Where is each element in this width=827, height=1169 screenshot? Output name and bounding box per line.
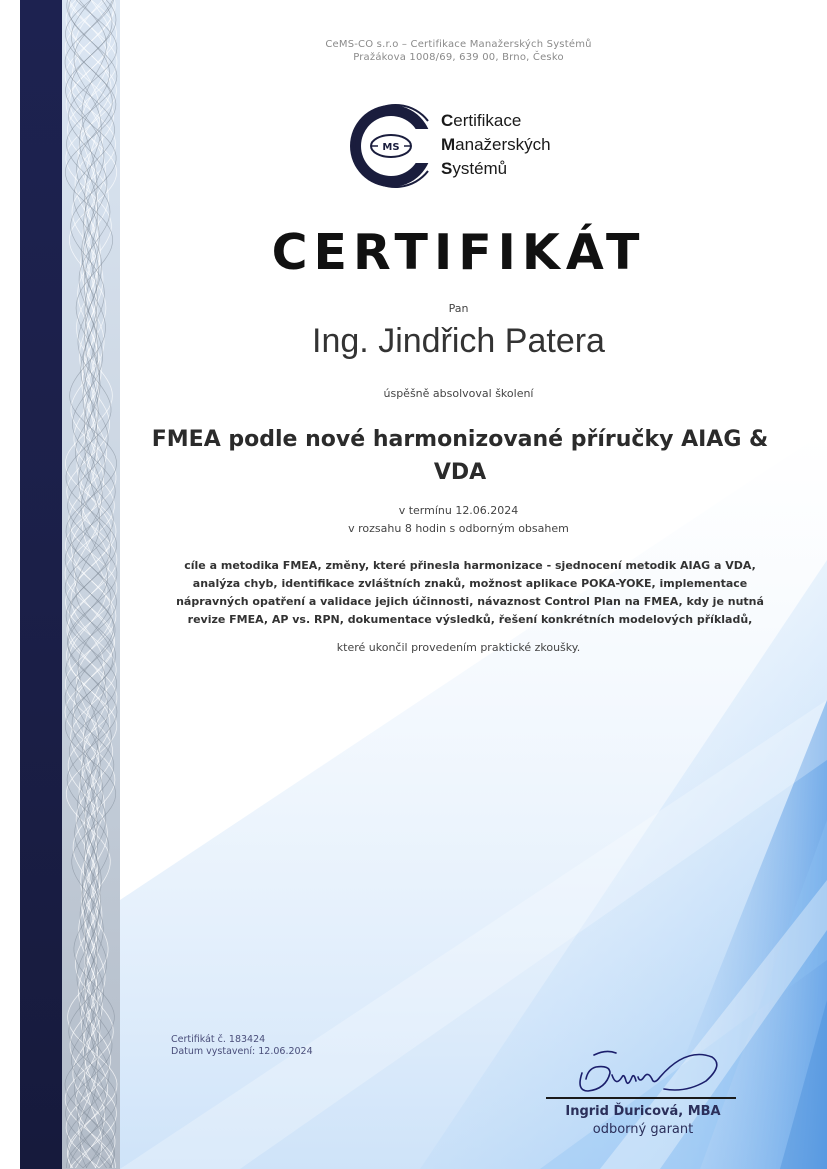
course-date: v termínu 12.06.2024 [398,504,519,517]
handwritten-signature [566,1043,726,1103]
logo-emblem [348,101,438,191]
company-address: Pražákova 1008/69, 639 00, Brno, Česko [353,52,564,63]
salutation: Pan [448,302,469,315]
signer-name: Ingrid Ďuricová, MBA [565,1104,721,1119]
recipient-name: Ing. Jindřich Patera [312,322,605,360]
logo-wordmark [441,109,551,181]
completed-text: úspěšně absolvoval školení [383,387,534,400]
issue-date: Datum vystavení: 12.06.2024 [171,1046,313,1057]
logo-letter-c: C [441,111,454,130]
logo-word-3: ystémů [452,159,508,178]
course-title: FMEA podle nové harmonizované příručky AIAG & VDA [151,427,769,485]
certificate-number: Certifikát č. 183424 [171,1034,266,1045]
signer-role: odborný garant [592,1122,694,1137]
closing-text: které ukončil provedením praktické zkoušky. [336,641,581,654]
certificate-title: CERTIFIKÁT [271,224,646,281]
left-border-bar [20,0,64,1169]
course-scope: v rozsahu 8 hodin s odborným obsahem [348,522,569,535]
signature-line [546,1097,736,1099]
logo-letter-s: S [441,159,453,178]
course-content: cíle a metodika FMEA, změny, které přinesla harmonizace - sjednocení metodik AIAG a VDA, analýza chyb, identifikace zvláštních znaků, možnost aplikace POKA-YOKE, implementace nápravných opatření a validace jejich účinnosti, návaznost Control Plan na FMEA, kdy je nutná revize FMEA, AP vs. RPN, dokumentace výsledků, řešení konkrétních modelových příkladů, [176,559,764,626]
logo-letter-m: M [441,135,456,154]
company-name: CeMS-CO s.r.o – Certifikace Manažerských Systémů [325,39,592,50]
company-logo [348,101,588,191]
logo-word-2: anažerských [455,135,551,154]
logo-word-1: ertifikace [453,111,522,130]
logo-emblem-text: MS [382,142,400,153]
